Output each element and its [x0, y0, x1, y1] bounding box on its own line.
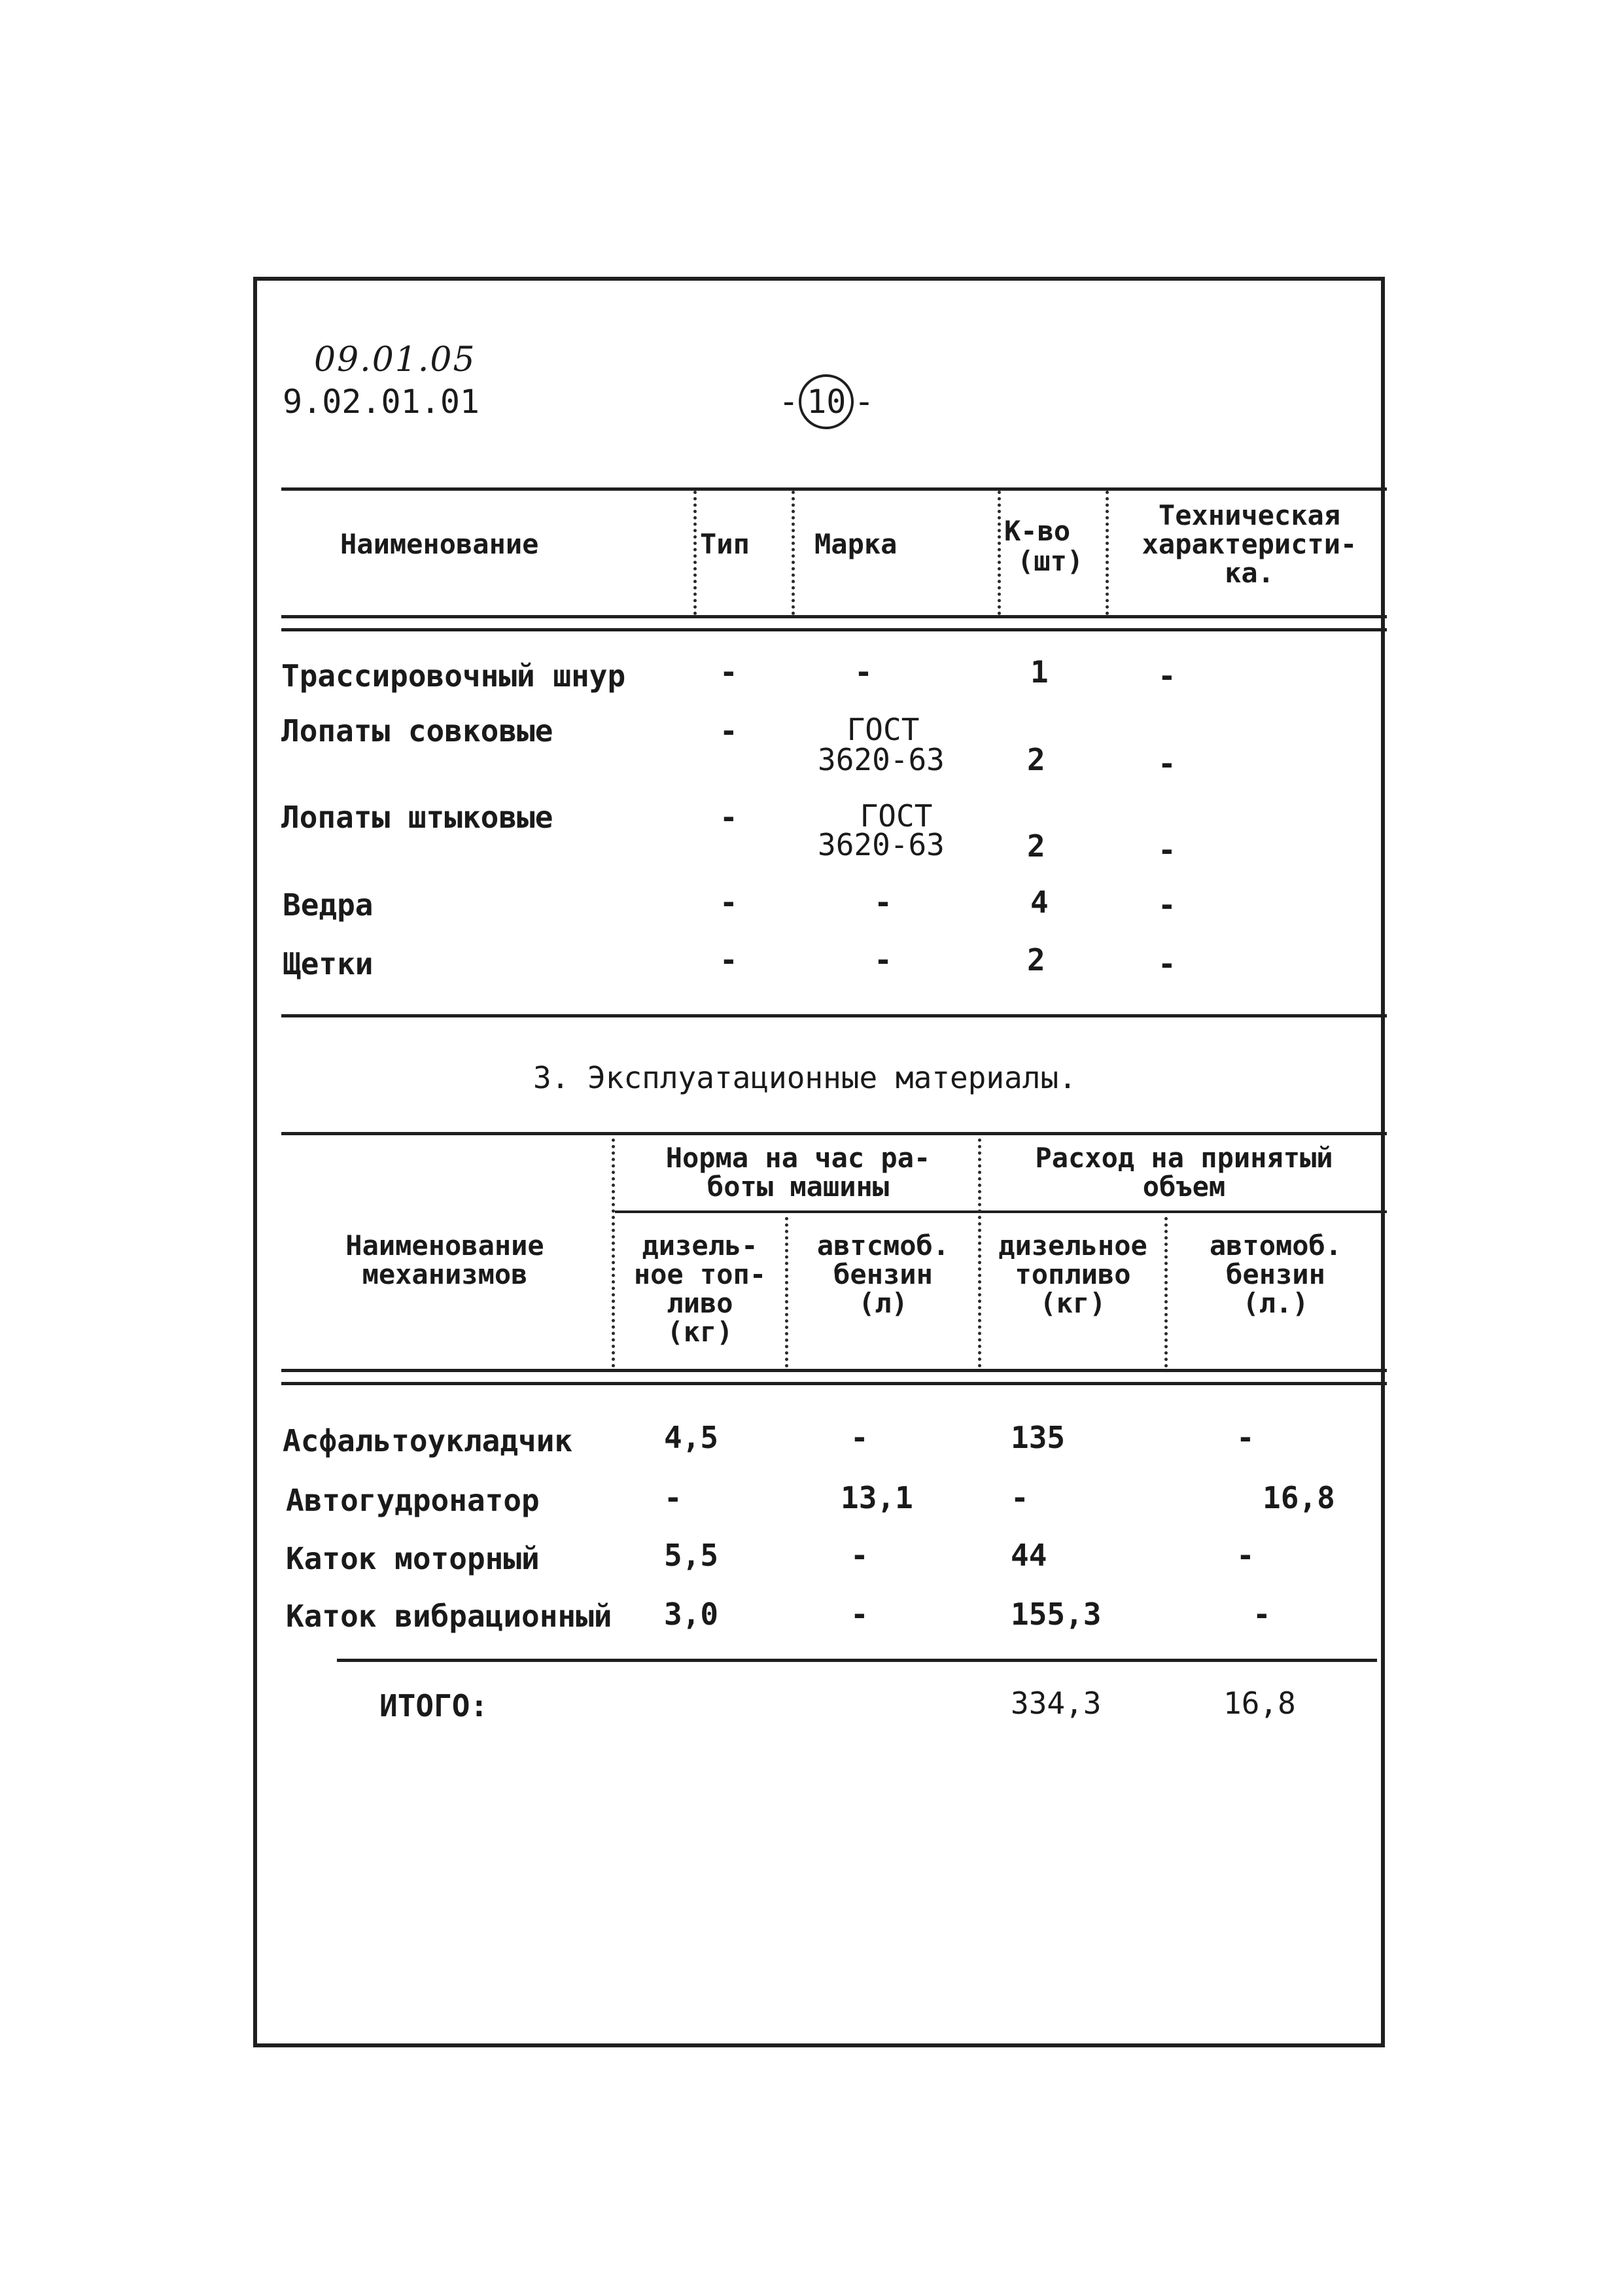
row-petrol-cons: - [1236, 1538, 1255, 1573]
table1-col-divider [792, 491, 795, 615]
table1-col-tech-line1: Техническая [1158, 499, 1341, 531]
table1-col-qty: К-во [1004, 515, 1071, 547]
col-line: автсмоб. [816, 1229, 950, 1262]
row-name: Каток вибрационный [286, 1598, 612, 1634]
total-petrol: 16,8 [1223, 1686, 1296, 1721]
col-line: бензин [833, 1258, 933, 1290]
row-type: - [720, 942, 738, 978]
group-norm-line1: Норма на час ра- [665, 1142, 931, 1174]
row-tech: - [1158, 887, 1176, 923]
table1-header-rule-1 [281, 615, 1387, 618]
row-type: - [720, 885, 738, 920]
row-tech: - [1158, 658, 1176, 694]
group-consumption-line1: Расход на принятый [1035, 1142, 1333, 1174]
table1-col-type: Тип [700, 528, 750, 560]
section-title: 3. Эксплуатационные материалы. [533, 1060, 1077, 1095]
group-norm-line2: боты машины [707, 1171, 890, 1203]
table1-col-qty-unit: (шт) [1017, 545, 1084, 577]
col-line: (кг) [667, 1316, 733, 1348]
col-line: автомоб. [1209, 1229, 1342, 1262]
handwritten-code: 09.01.05 [314, 340, 476, 380]
table2-top-rule [281, 1132, 1387, 1135]
table2-col-divider [1164, 1217, 1168, 1368]
row-petrol-norm: - [850, 1597, 869, 1632]
table1-col-divider [1106, 491, 1109, 615]
col-line: (л.) [1242, 1287, 1309, 1319]
table2-header-rule-2 [281, 1382, 1387, 1385]
row-name: Автогудронатор [286, 1483, 540, 1518]
table2-col-diesel-norm [618, 1231, 782, 1347]
col-line: (кг) [1039, 1287, 1106, 1319]
row-mark: - [874, 885, 892, 920]
table1-header-rule-2 [281, 628, 1387, 631]
row-name: Лопаты совковые [281, 713, 553, 749]
table1-col-divider [998, 491, 1001, 615]
row-diesel-norm: 5,5 [664, 1538, 719, 1573]
row-petrol-cons: - [1236, 1420, 1255, 1455]
row-mark-standard: ГОСТ [860, 798, 933, 834]
row-diesel-cons: 44 [1011, 1538, 1047, 1573]
table1-col-divider [693, 491, 697, 615]
row-tech: - [1158, 746, 1176, 781]
table1-top-rule [281, 487, 1387, 491]
row-qty: 4 [1030, 885, 1049, 920]
row-diesel-norm: - [664, 1480, 682, 1515]
table2-col-divider [612, 1139, 615, 1368]
table1-col-tech-line3: ка. [1225, 557, 1274, 589]
row-qty: 2 [1027, 828, 1045, 864]
row-name: Ведра [283, 887, 374, 923]
table1-col-mark: Марка [814, 528, 898, 560]
table2-col-divider [978, 1139, 981, 1368]
table2-col-petrol-cons [1171, 1231, 1380, 1318]
row-mark-number: 3620-63 [818, 827, 945, 862]
table1-col-name: Наименование [340, 528, 539, 560]
row-name: Лопаты штыковые [281, 800, 553, 835]
table1-col-tech [1119, 501, 1380, 588]
row-diesel-norm: 3,0 [664, 1597, 719, 1632]
table2-group-consumption [988, 1144, 1380, 1201]
row-name: Каток моторный [286, 1541, 540, 1576]
table2-header-rule-1 [281, 1369, 1387, 1372]
row-tech: - [1158, 946, 1176, 981]
row-petrol-norm: - [850, 1420, 869, 1455]
col-name-line2: механизмов [362, 1258, 528, 1290]
table2-group-norm [621, 1144, 975, 1201]
col-line: топливо [1015, 1258, 1131, 1290]
group-consumption-line2: объем [1142, 1171, 1226, 1203]
page-number-circle: 10 [799, 374, 854, 429]
table2-group-rule [615, 1210, 1387, 1213]
col-name-line1: Наименование [345, 1229, 544, 1262]
row-petrol-norm: - [850, 1538, 869, 1573]
row-name: Щетки [283, 946, 374, 981]
document-code: 9.02.01.01 [283, 383, 480, 421]
col-line: ливо [667, 1287, 733, 1319]
table2-col-diesel-cons [985, 1231, 1161, 1318]
table1-col-tech-line2: характеристи- [1142, 528, 1357, 560]
row-diesel-cons: 135 [1011, 1420, 1066, 1455]
row-qty: 2 [1027, 742, 1045, 777]
row-tech: - [1158, 832, 1176, 868]
col-line: ное топ- [633, 1258, 767, 1290]
row-mark-standard: ГОСТ [846, 712, 920, 747]
row-petrol-cons: 16,8 [1263, 1480, 1335, 1515]
col-line: бензин [1226, 1258, 1325, 1290]
row-name: Асфальтоукладчик [283, 1423, 573, 1458]
row-petrol-cons: - [1253, 1597, 1271, 1632]
row-type: - [720, 654, 738, 690]
total-diesel: 334,3 [1011, 1686, 1102, 1721]
row-qty: 1 [1030, 654, 1049, 690]
row-mark-number: 3620-63 [818, 742, 945, 777]
row-mark: - [874, 942, 892, 978]
row-name: Трассировочный шнур [281, 658, 626, 694]
total-rule [337, 1659, 1377, 1662]
table2-col-divider [785, 1217, 788, 1368]
col-line: дизельное [998, 1229, 1147, 1262]
row-petrol-norm: 13,1 [841, 1480, 913, 1515]
col-line: дизель- [642, 1229, 758, 1262]
page-number: - 10 - [778, 374, 875, 429]
row-qty: 2 [1027, 942, 1045, 978]
row-diesel-norm: 4,5 [664, 1420, 719, 1455]
col-line: (л) [858, 1287, 908, 1319]
row-type: - [720, 800, 738, 835]
table2-col-name [301, 1231, 589, 1289]
table2-col-petrol-norm [792, 1231, 975, 1318]
row-diesel-cons: 155,3 [1011, 1597, 1102, 1632]
row-mark: - [854, 654, 873, 690]
row-type: - [720, 713, 738, 749]
total-label: ИТОГО: [379, 1688, 489, 1723]
table1-bottom-rule [281, 1014, 1387, 1017]
row-diesel-cons: - [1011, 1480, 1029, 1515]
